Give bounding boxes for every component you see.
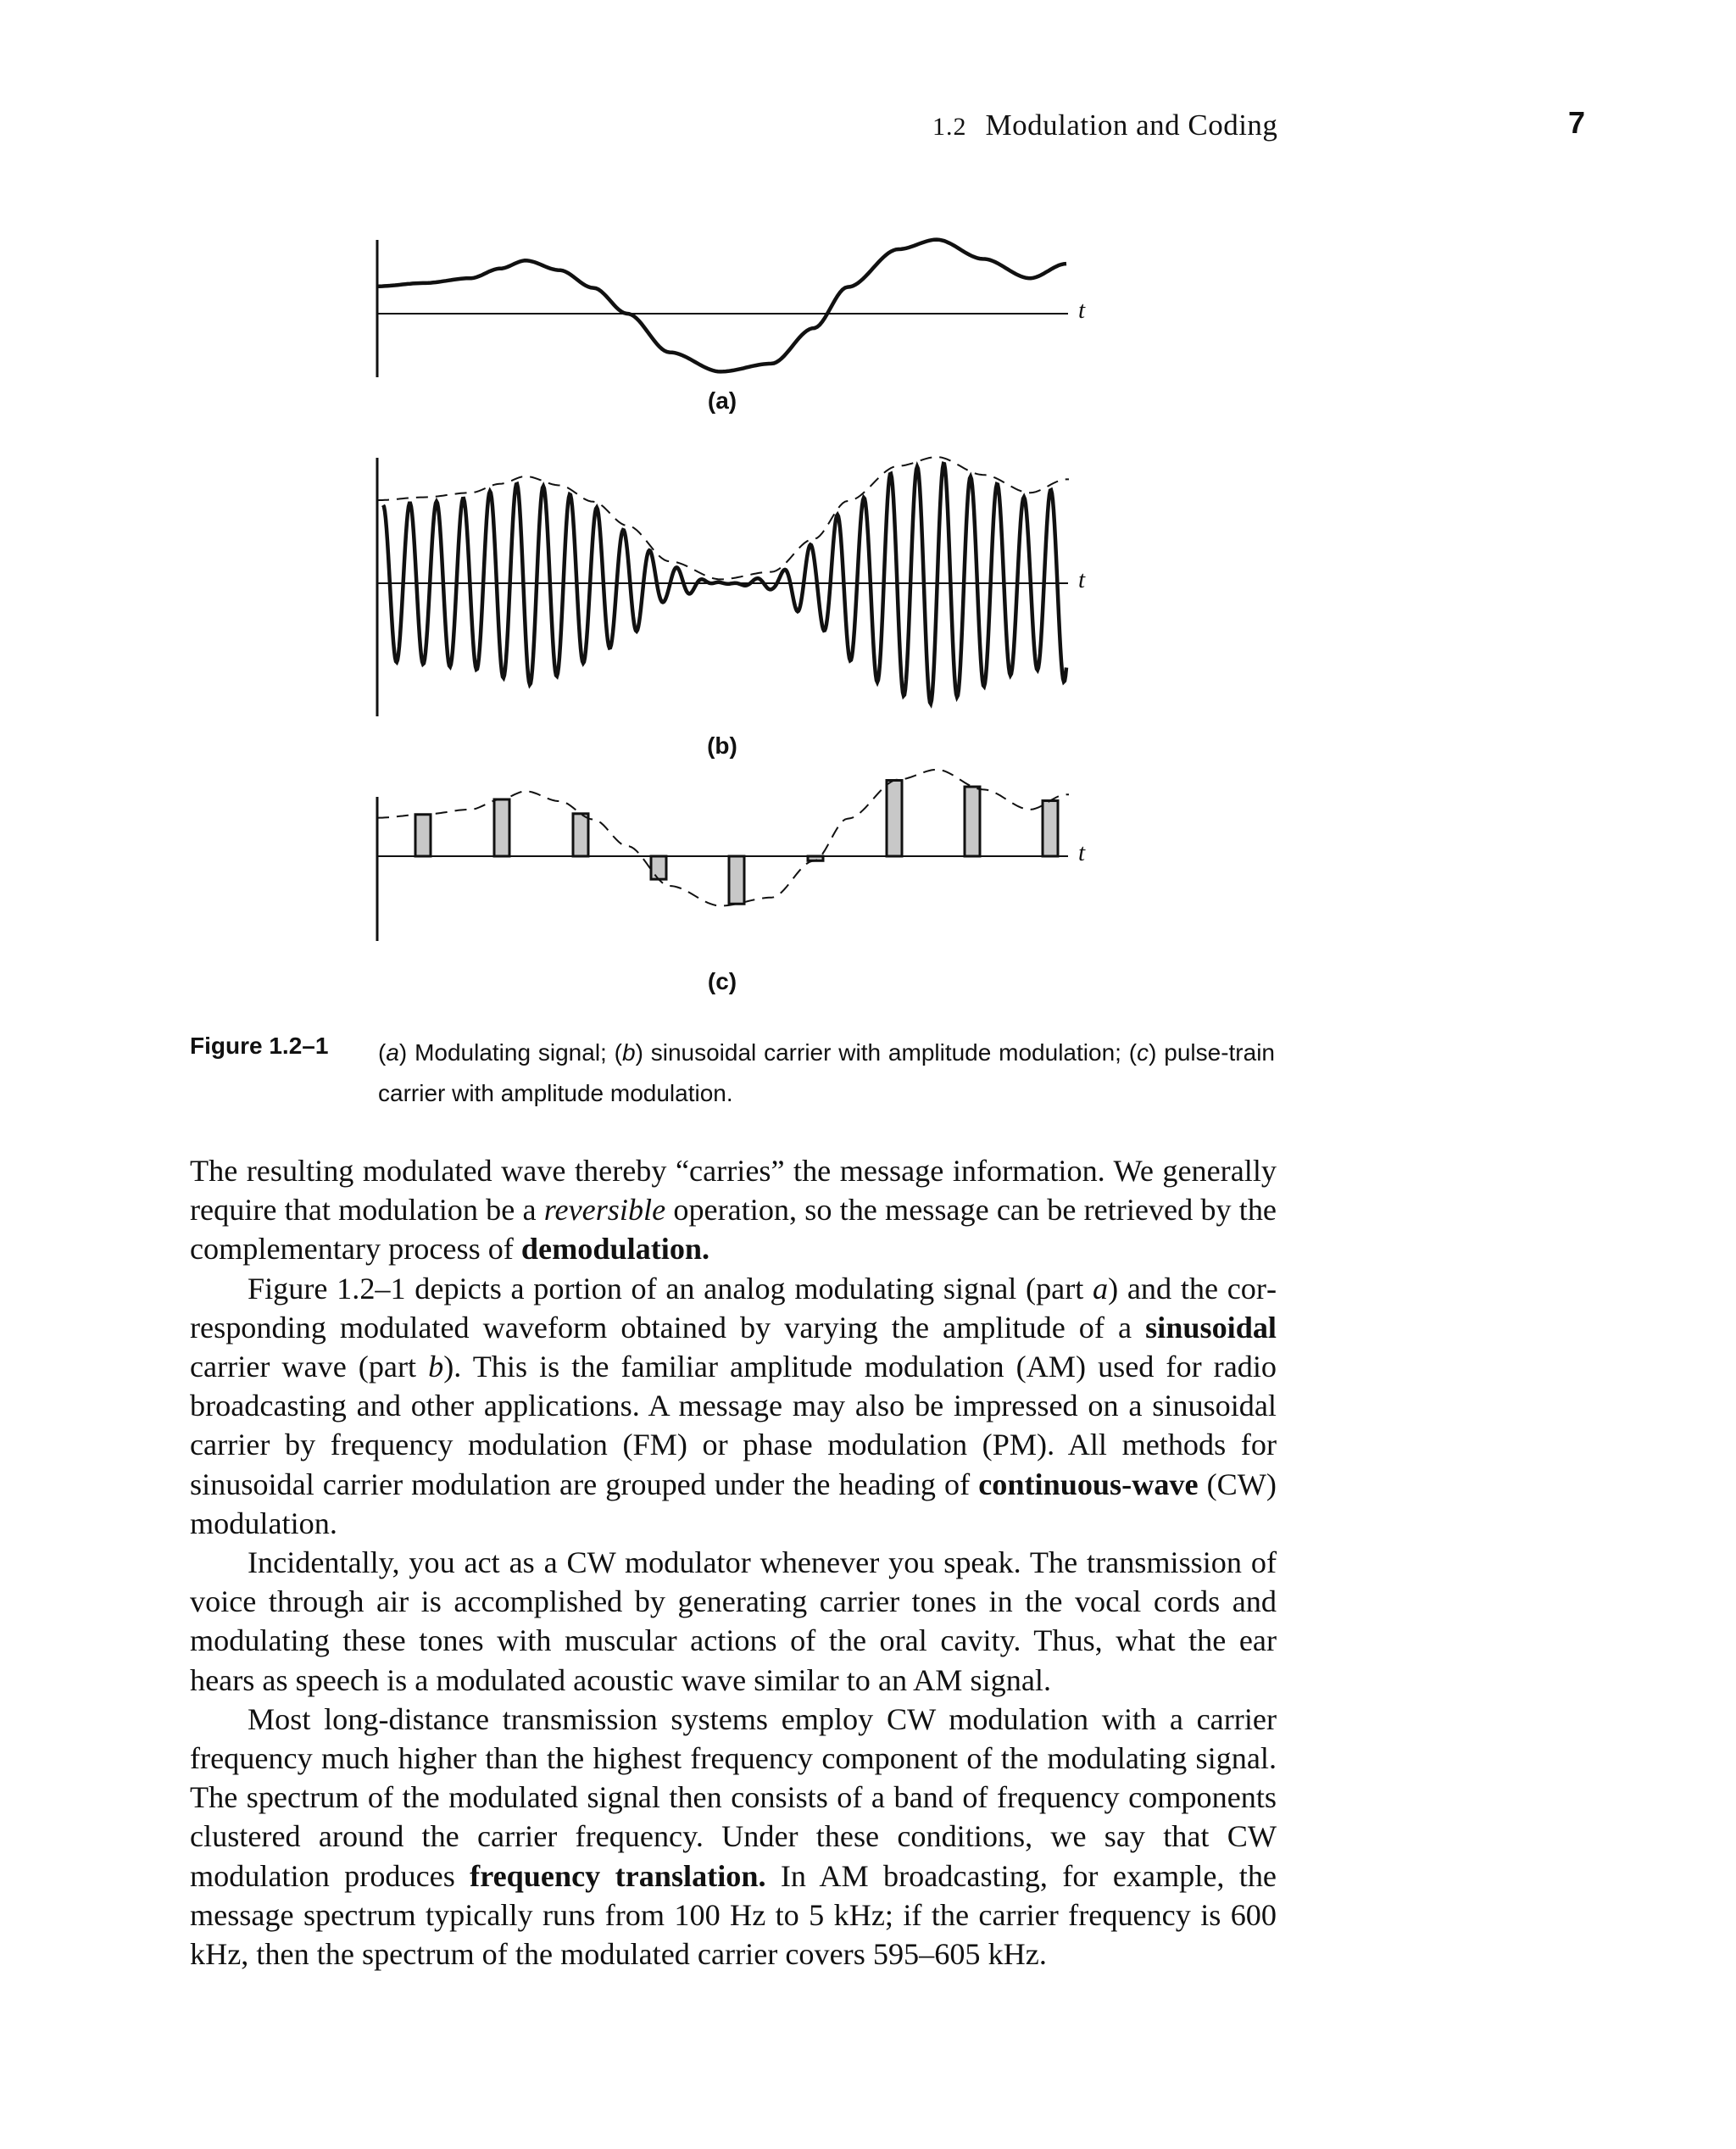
p4-text-2: In AM broadcasting, for example, the message spectrum typically runs from 100 Hz to 5 kHz; if the carrier frequency is 600 kHz, then the spectrum of the modulated carrier covers 595–605 kHz. [190,1858,1277,1972]
p1-term-demodulation: demodulation. [520,1232,710,1267]
pulse-bar-7 [887,781,902,856]
p2-text-5: (CW) modulation. [190,1467,1277,1540]
panel-b-label: (b) [707,732,737,759]
pulse-bar-1 [415,815,431,856]
paragraph-3 [190,1543,1277,1700]
caption-part-b-mark: b [622,1039,636,1066]
p2-term-continuous-wave: continuous-wave [978,1467,1199,1501]
panel-b-plot [377,457,1069,716]
caption-part-a-text: ) Modulating signal; ( [398,1039,622,1066]
pulse-bar-9 [1043,801,1058,856]
p1-text-2: operation, so the message can be retrieved by the complementary process of [190,1193,1277,1267]
panel-c-plot [377,770,1069,941]
p2-text-3: carrier wave (part [190,1350,429,1384]
p2-text-2: ) and the corresponding modulated waveform obtained by varying the amplitude of a [190,1271,1277,1345]
body-text [190,1151,1277,1974]
p3-text-1: Incidentally, you act as a CW modulator whenever you speak. The transmission of voice through air is accomplished by generating carrier tones in the vocal cords and modulating these tones with muscular actions of the oral cavity. Thus, what the ear hears as speech is a modulated acoustic wave similar to an AM signal. [190,1545,1277,1697]
pulse-train [415,781,1058,905]
caption-part-c-text: ) pulse-train carrier with amplitude modulation. [378,1039,1275,1106]
p2-emphasis-b: b [428,1350,444,1384]
panel-a-axis-label: t [1078,297,1086,324]
pulse-bar-3 [573,814,588,856]
caption-part-c-mark: c [1137,1039,1149,1066]
section-title: Modulation and Coding [985,109,1278,142]
page-number: 7 [1567,105,1585,140]
panel-a-plot [377,240,1068,377]
panel-c-axis-label: t [1078,839,1086,866]
caption-part-a-mark: a [386,1039,399,1066]
paragraph-1 [190,1151,1277,1269]
figure-1-2-1 [0,0,1736,1017]
paragraph-4 [190,1700,1277,1974]
panel-c-label: (c) [707,968,737,994]
paragraph-2 [190,1269,1277,1543]
section-number: 1.2 [932,113,967,141]
caption-part-b-text: ) sinusoidal carrier with amplitude modulation; ( [635,1039,1138,1066]
p2-text-4: ). This is the familiar amplitude modulation (AM) used for radio broadcasting and other applications. A message may also be impressed on a sinusoidal carrier by frequency modulation (FM) or phase modulation (PM). All methods for sinusoidal carrier modulation are grouped under the heading of [190,1350,1277,1501]
p4-text-1: Most long-distance transmission systems employ CW modulation with a carrier frequency much higher than the highest frequency component of the modulating signal. The spectrum of the modulated signal then consists of a band of frequency components clustered around the carrier frequency. Under these conditions, we say that CW modulation produces [190,1701,1277,1893]
p2-term-sinusoidal: sinusoidal [1145,1310,1277,1345]
p1-text-1: The resulting modulated wave thereby “carries” the message information. We generally require that modulation be a [190,1154,1277,1228]
pulse-bar-8 [965,787,980,856]
figure-caption-label: Figure 1.2–1 [190,1033,329,1059]
figure-caption: (a) Modulating signal; (b) sinusoidal carrier with amplitude modulation; (c) pulse-train carrier with amplitude modulation. [378,1039,1275,1106]
pulse-bar-2 [494,799,509,856]
p1-emphasis-reversible: reversible [543,1193,666,1228]
p2-text-1: Figure 1.2–1 depicts a portion of an analog modulating signal (part [248,1271,1093,1306]
modulating-signal-curve [377,240,1066,372]
p2-emphasis-a: a [1093,1271,1109,1306]
panel-b-axis-label: t [1078,566,1086,593]
pulse-bar-4 [651,856,666,879]
panel-a-label: (a) [707,387,737,414]
pulse-bar-5 [729,856,744,904]
p4-term-frequency-translation: frequency translation. [470,1858,766,1893]
